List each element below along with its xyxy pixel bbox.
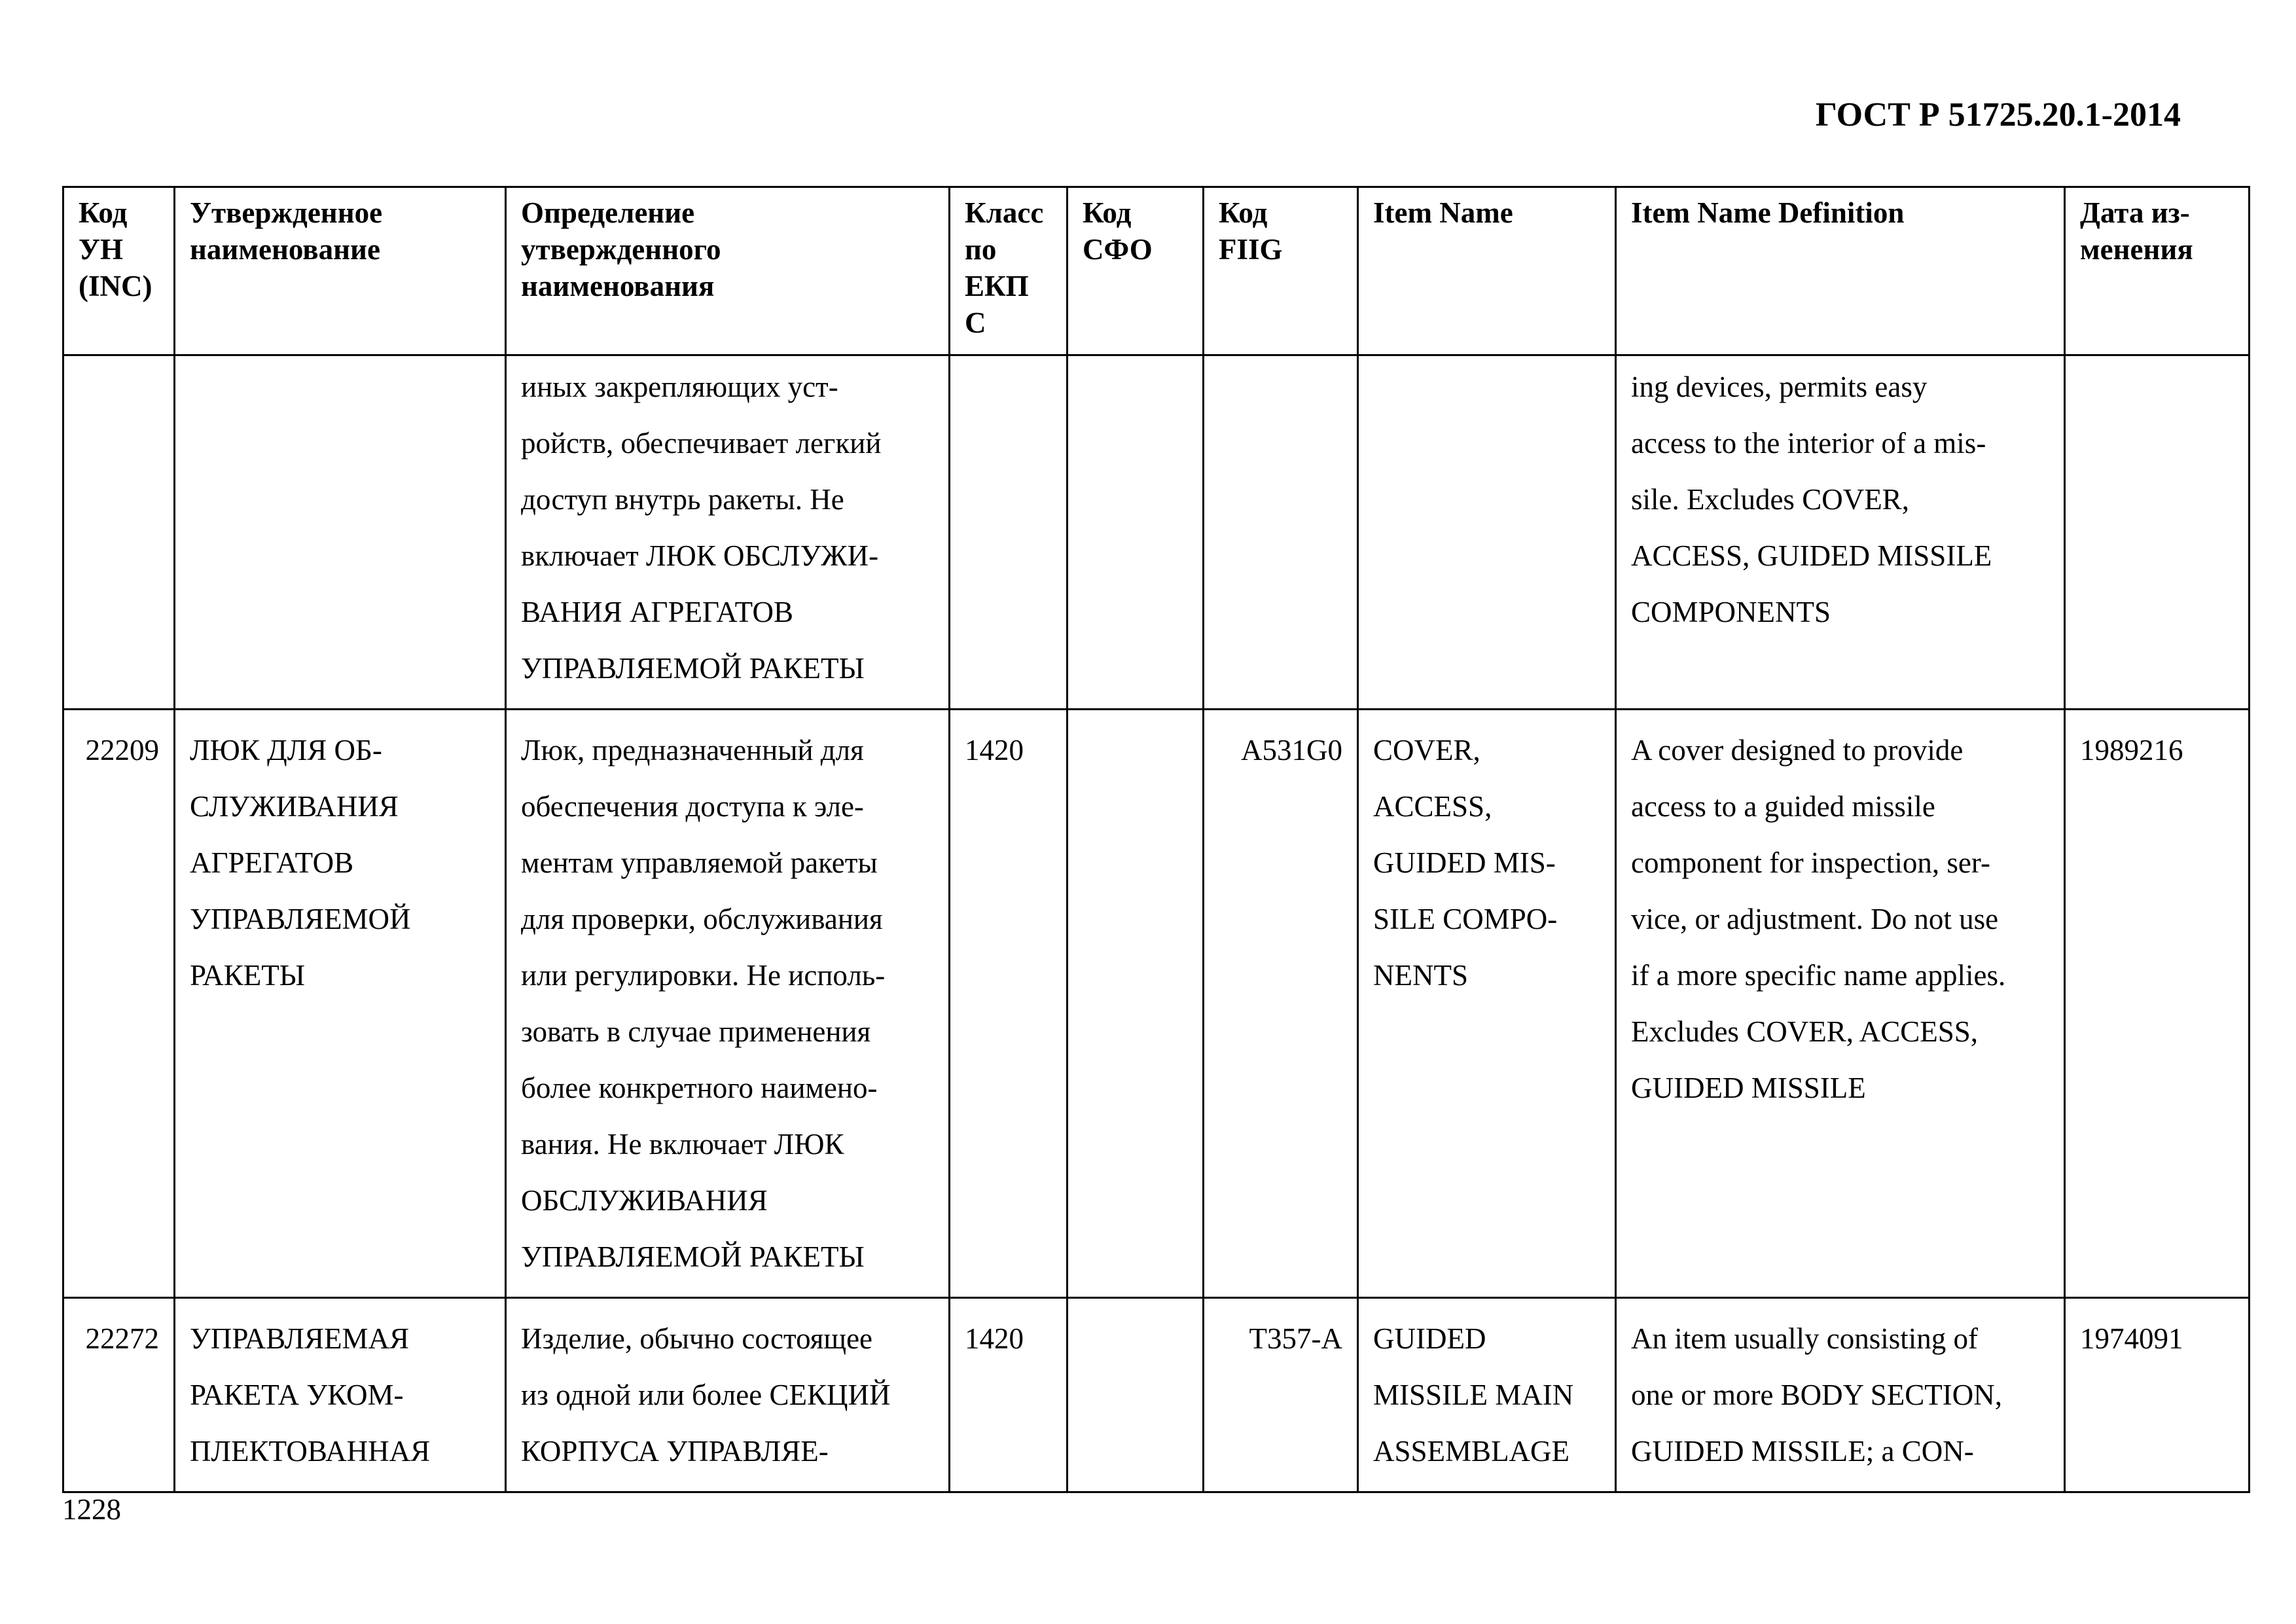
- cell-definition-ru: Люк, предназначенный для обеспечения доступа к эле- ментам управляемой ракеты для проверки, обслуживания или регулировки. Не исполь- зовать в случае применения более конкретного наимено- вания. Не включает ЛЮК ОБСЛУЖИВАНИЯ УПРАВЛЯЕМОЙ РАКЕТЫ: [506, 710, 950, 1298]
- document-code: ГОСТ Р 51725.20.1-2014: [1815, 96, 2181, 134]
- cell-sfo: [1067, 355, 1204, 710]
- header-sfo: Код СФО: [1067, 187, 1204, 355]
- cell-item-definition: An item usually consisting of one or more BODY SECTION, GUIDED MISSILE; a CON-: [1616, 1298, 2065, 1492]
- cell-class: [950, 355, 1067, 710]
- cell-class: 1420: [950, 1298, 1067, 1492]
- cell-inc: [63, 355, 175, 710]
- catalog-table: [62, 186, 2250, 1493]
- cell-fiig: [1204, 355, 1358, 710]
- cell-item-name: GUIDED MISSILE MAIN ASSEMBLAGE: [1358, 1298, 1616, 1492]
- cell-fiig: A531G0: [1204, 710, 1358, 1298]
- cell-sfo: [1067, 710, 1204, 1298]
- cell-item-name: [1358, 355, 1616, 710]
- cell-name-ru: УПРАВЛЯЕМАЯ РАКЕТА УКОМ- ПЛЕКТОВАННАЯ: [175, 1298, 506, 1492]
- cell-date: 1989216: [2065, 710, 2250, 1298]
- cell-class: 1420: [950, 710, 1067, 1298]
- cell-item-definition: ing devices, permits easy access to the interior of a mis- sile. Excludes COVER, ACCESS, GUIDED MISSILE COMPONENTS: [1616, 355, 2065, 710]
- header-change-date: Дата из- менения: [2065, 187, 2250, 355]
- cell-date: [2065, 355, 2250, 710]
- cell-date: 1974091: [2065, 1298, 2250, 1492]
- header-approved-name: Утвержденное наименование: [175, 187, 506, 355]
- table-row: [63, 1298, 2250, 1492]
- cell-item-name: COVER, ACCESS, GUIDED MIS- SILE COMPO- NENTS: [1358, 710, 1616, 1298]
- header-name-definition: Определение утвержденного наименования: [506, 187, 950, 355]
- cell-item-definition: A cover designed to provide access to a guided missile component for inspection, ser- vice, or adjustment. Do not use if a more specific name applies. Excludes COVER, ACCESS, GUIDED MISSILE: [1616, 710, 2065, 1298]
- cell-sfo: [1067, 1298, 1204, 1492]
- cell-name-ru: ЛЮК ДЛЯ ОБ- СЛУЖИВАНИЯ АГРЕГАТОВ УПРАВЛЯЕМОЙ РАКЕТЫ: [175, 710, 506, 1298]
- header-inc: Код УН (INC): [63, 187, 175, 355]
- page-number: 1228: [62, 1493, 121, 1526]
- table-row: [63, 355, 2250, 710]
- cell-definition-ru: Изделие, обычно состоящее из одной или более СЕКЦИЙ КОРПУСА УПРАВЛЯЕ-: [506, 1298, 950, 1492]
- cell-fiig: T357-A: [1204, 1298, 1358, 1492]
- header-row: [63, 187, 2250, 355]
- header-fiig: Код FIIG: [1204, 187, 1358, 355]
- header-item-name: Item Name: [1358, 187, 1616, 355]
- header-item-name-definition: Item Name Definition: [1616, 187, 2065, 355]
- header-class: Класс по ЕКП С: [950, 187, 1067, 355]
- cell-definition-ru: иных закрепляющих уст- ройств, обеспечивает легкий доступ внутрь ракеты. Не включает ЛЮК ОБСЛУЖИ- ВАНИЯ АГРЕГАТОВ УПРАВЛЯЕМОЙ РАКЕТЫ: [506, 355, 950, 710]
- cell-inc: 22272: [63, 1298, 175, 1492]
- table-row: [63, 710, 2250, 1298]
- cell-name-ru: [175, 355, 506, 710]
- cell-inc: 22209: [63, 710, 175, 1298]
